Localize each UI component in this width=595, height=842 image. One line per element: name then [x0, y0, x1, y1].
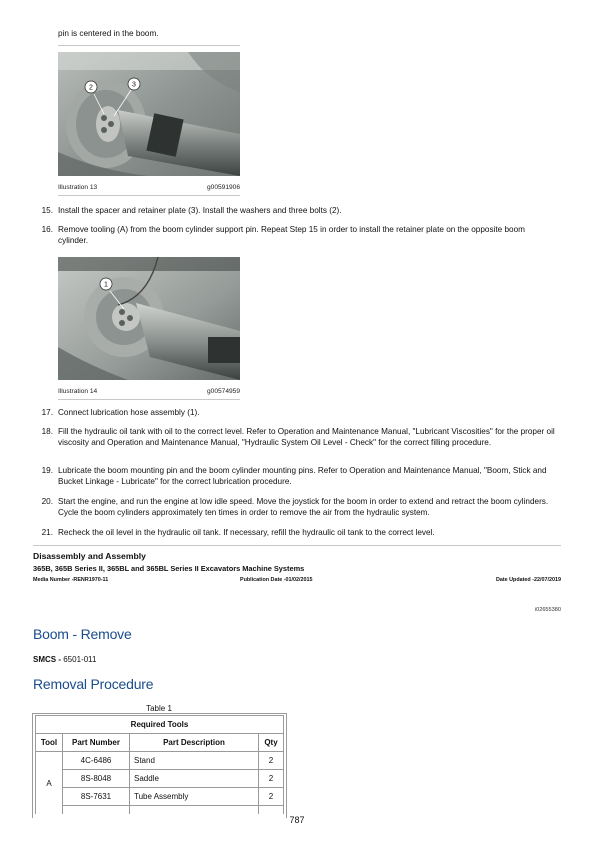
divider [33, 545, 561, 546]
smcs-value: 6501-011 [63, 655, 97, 664]
callout-2: 2 [89, 84, 93, 92]
empty-cell [63, 806, 130, 815]
step-number: 18. [41, 427, 53, 436]
empty-cell [130, 806, 259, 815]
step-18 [37, 426, 557, 448]
step-text: Install the spacer and retainer plate (3). Install the washers and three bolts (2). [58, 206, 342, 215]
table-title: Required Tools [36, 716, 284, 734]
step-19 [37, 465, 557, 487]
step-21 [37, 527, 557, 538]
step-text: Lubricate the boom mounting pin and the boom cylinder mounting pins. Refer to Operation and Maintenance Manual, "Boom, Stick and Bucket Linkage - Lubricate" for the correct lubrication procedure. [58, 466, 547, 487]
table-row-continued [36, 806, 284, 815]
table-row [36, 788, 284, 806]
divider [58, 45, 240, 46]
tool-letter: A [36, 752, 63, 815]
illustration-13-image [58, 52, 240, 176]
smcs-line [33, 655, 96, 664]
step-15 [37, 205, 557, 216]
doc-title: Disassembly and Assembly [33, 551, 146, 561]
table-caption: Table 1 [146, 704, 172, 713]
divider [58, 399, 240, 400]
date-updated: Date Updated -22/07/2019 [495, 577, 561, 583]
part-description: Stand [130, 752, 259, 770]
column-header-tool: Tool [36, 734, 63, 752]
step-number: 20. [41, 497, 53, 506]
part-description: Tube Assembly [130, 788, 259, 806]
step-number: 17. [41, 408, 53, 417]
table-title-row [36, 716, 284, 734]
illustration-13-label: Illustration 13 [58, 184, 98, 191]
illustration-14-label: Illustration 14 [58, 388, 98, 395]
part-number: 8S-7631 [63, 788, 130, 806]
table-row [36, 752, 284, 770]
callout-1: 1 [104, 281, 108, 289]
step-number: 16. [41, 225, 53, 234]
step-number: 15. [41, 206, 53, 215]
doc-id: i02655380 [534, 607, 561, 613]
step-17 [37, 407, 557, 418]
part-number: 4C-6486 [63, 752, 130, 770]
part-description: Saddle [130, 770, 259, 788]
illustration-14-image [58, 257, 240, 380]
divider [58, 195, 240, 196]
step-text: Remove tooling (A) from the boom cylinder support pin. Repeat Step 15 in order to install the retainer plate on the opposite boom cylinder. [58, 225, 525, 246]
empty-cell [259, 806, 284, 815]
boom-pin-photo [58, 52, 240, 176]
step-number: 21. [41, 528, 53, 537]
qty: 2 [259, 788, 284, 806]
table-header-row [36, 734, 284, 752]
step-text: Recheck the oil level in the hydraulic oil tank. If necessary, refill the hydraulic oil tank to the correct level. [58, 528, 435, 537]
media-number: Media Number -RENR1970-11 [33, 577, 109, 583]
lubrication-hose-photo [58, 257, 240, 380]
required-tools-table [35, 715, 284, 814]
part-number: 8S-8048 [63, 770, 130, 788]
qty: 2 [259, 752, 284, 770]
step-text: Start the engine, and run the engine at low idle speed. Move the joystick for the boom in order to extend and retract the boom cylinders. Cycle the boom cylinders approximately ten times in order to remove the air from the hydraulic system. [58, 497, 549, 518]
callout-3: 3 [132, 81, 136, 89]
table-row [36, 770, 284, 788]
step-16 [37, 224, 557, 246]
illustration-13-code: g00591906 [206, 184, 240, 191]
illustration-14-code: g00574959 [206, 388, 240, 395]
step-20 [37, 496, 557, 518]
intro-text: pin is centered in the boom. [58, 29, 159, 38]
qty: 2 [259, 770, 284, 788]
step-number: 19. [41, 466, 53, 475]
page-number: 787 [289, 815, 305, 825]
step-text: Connect lubrication hose assembly (1). [58, 408, 200, 417]
column-header-qty: Qty [259, 734, 284, 752]
step-text: Fill the hydraulic oil tank with oil to the correct level. Refer to Operation and Maintenance Manual, "Lubricant Viscosities" for the proper oil viscosity and Operation and Maintenance Manual, "Hydraulic System Oil Level - Check" for the correct filling procedure. [58, 427, 555, 448]
smcs-label: SMCS - [33, 655, 61, 664]
column-header-part-description: Part Description [130, 734, 259, 752]
section-title: Boom - Remove [33, 626, 132, 642]
section-subtitle: Removal Procedure [33, 676, 154, 692]
column-header-part-number: Part Number [63, 734, 130, 752]
doc-subtitle: 365B, 365B Series II, 365BL and 365BL Series II Excavators Machine Systems [33, 564, 305, 573]
publication-date: Publication Date -01/02/2015 [240, 577, 313, 583]
